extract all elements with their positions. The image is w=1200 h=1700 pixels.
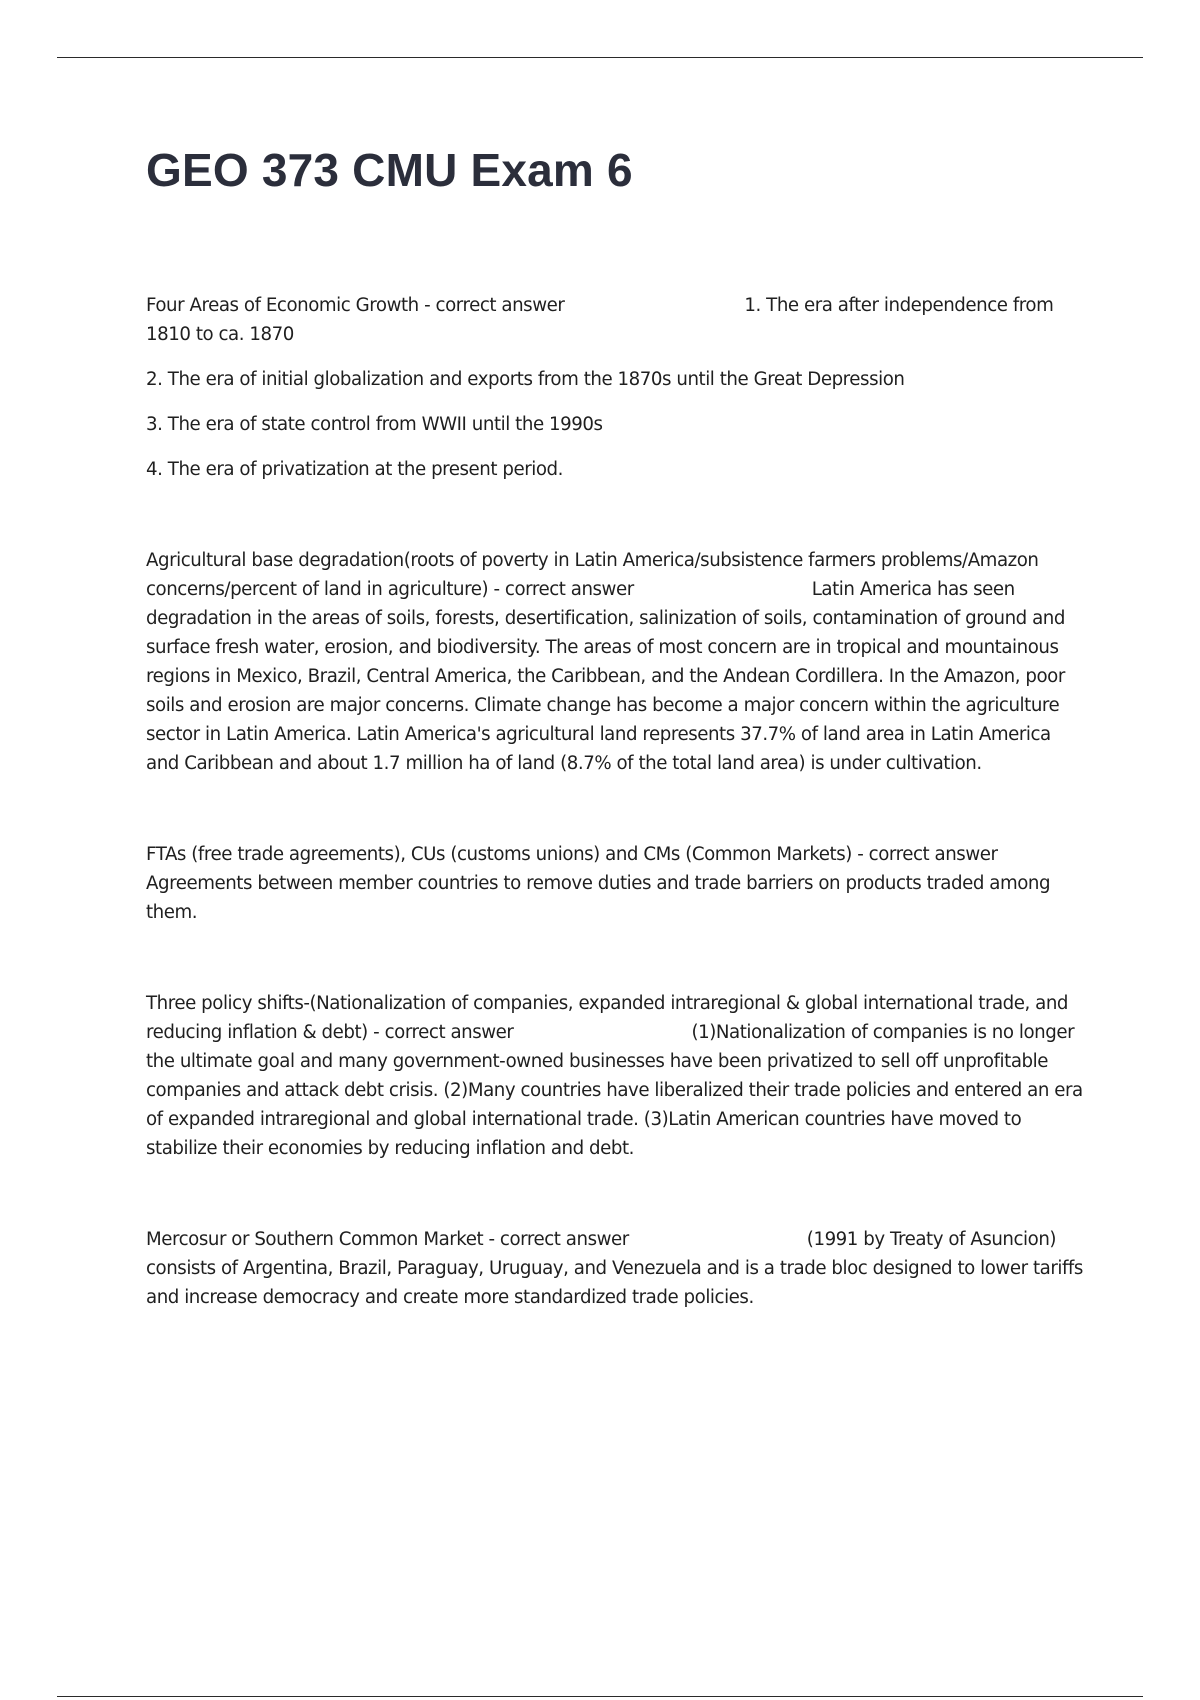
entry-paragraph bbox=[146, 989, 1086, 1163]
top-rule bbox=[57, 57, 1143, 58]
document-title: GEO 373 CMU Exam 6 bbox=[146, 144, 633, 196]
entry-answer-line: 3. The era of state control from WWII until the 1990s bbox=[146, 414, 603, 435]
bottom-rule bbox=[57, 1696, 1143, 1697]
entry-answer: (1)Nationalization of companies is no longer the ultimate goal and many government-owned businesses have been privatized to sell off unprofitable companies and attack debt crisis. (2)Many countries have liberalized their trade policies and entered an era of expanded intraregional and global international trade. (3)Latin American countries have moved to stabilize their economies by reducing inflation and debt. bbox=[146, 1022, 1083, 1159]
entry-paragraph bbox=[146, 546, 1086, 778]
entry-trade-agreements bbox=[146, 840, 1086, 927]
entry-paragraph bbox=[146, 840, 1086, 927]
entry-question: Four Areas of Economic Growth - correct answer bbox=[146, 295, 565, 316]
entry-question: Three policy shifts-(Nationalization of companies, expanded intraregional & global international trade, and reducing inflation & debt) - correct answer bbox=[146, 993, 1069, 1043]
document-body bbox=[146, 291, 1086, 1312]
entry-answer: Latin America has seen degradation in the areas of soils, forests, desertification, salinization of soils, contamination of ground and surface fresh water, erosion, and biodiversity. The areas of most concern are in tropical and mountainous regions in Mexico, Brazil, Central America, the Caribbean, and the Andean Cordillera. In the Amazon, poor soils and erosion are major concerns. Climate change has become a major concern within the agriculture sector in Latin America. Latin America's agricultural land represents 37.7% of land area in Latin America and Caribbean and about 1.7 million ha of land (8.7% of the total land area) is under cultivation. bbox=[146, 579, 1065, 774]
entry-economic-growth bbox=[146, 291, 1086, 484]
entry-answer-line: 2. The era of initial globalization and exports from the 1870s until the Great Depression bbox=[146, 369, 905, 390]
entry-answer: Agreements between member countries to remove duties and trade barriers on products traded among them. bbox=[146, 873, 1051, 923]
entry-answer: (1991 by Treaty of Asuncion) consists of Argentina, Brazil, Paraguay, Uruguay, and Venezuela and is a trade bloc designed to lower tariffs and increase democracy and create more standardized trade policies. bbox=[146, 1229, 1083, 1308]
entry-question: FTAs (free trade agreements), CUs (customs unions) and CMs (Common Markets) - correct answer bbox=[146, 844, 998, 865]
entry-answer: 1. The era after independence from 1810 to ca. 1870 bbox=[146, 295, 1054, 345]
entry-mercosur bbox=[146, 1225, 1086, 1312]
entry-policy-shifts bbox=[146, 989, 1086, 1163]
entry-question: Agricultural base degradation(roots of poverty in Latin America/subsistence farmers problems/Amazon concerns/percent of land in agriculture) - correct answer bbox=[146, 550, 1039, 600]
entry-answer-line: 4. The era of privatization at the present period. bbox=[146, 459, 563, 480]
entry-first-paragraph bbox=[146, 291, 1086, 349]
entry-paragraph bbox=[146, 1225, 1086, 1312]
entry-question: Mercosur or Southern Common Market - correct answer bbox=[146, 1229, 629, 1250]
entry-agricultural-degradation bbox=[146, 546, 1086, 778]
